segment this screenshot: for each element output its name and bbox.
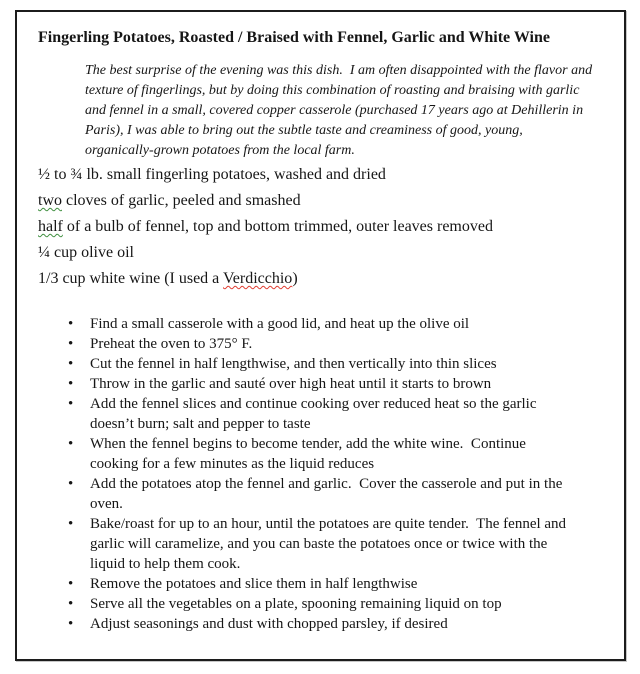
ingredient-text: ½ to ¾ lb. small fingerling potatoes, washed and dried	[38, 166, 386, 183]
bullet-icon: •	[68, 376, 74, 392]
bullet-icon: •	[68, 616, 74, 632]
ingredient-list	[38, 162, 598, 292]
step-text: Serve all the vegetables on a plate, spooning remaining liquid on top	[90, 596, 502, 612]
step-text: Bake/roast for up to an hour, until the potatoes are quite tender. The fennel and garlic will caramelize, and you can baste the potatoes once or twice with the liquid to help them cook.	[90, 516, 570, 572]
ingredient-line	[38, 240, 598, 266]
step-text: Adjust seasonings and dust with chopped parsley, if desired	[90, 616, 448, 632]
ingredient-text: cloves of garlic, peeled and smashed	[62, 192, 301, 209]
ingredient-text: 1/3 cup white wine (I used a	[38, 270, 223, 287]
step-item	[38, 314, 573, 334]
bullet-icon: •	[68, 316, 74, 332]
ingredient-text: ¼ cup olive oil	[38, 244, 134, 261]
step-item	[38, 374, 573, 394]
ingredient-text: of a bulb of fennel, top and bottom trimmed, outer leaves removed	[62, 218, 493, 235]
step-text: Cut the fennel in half lengthwise, and then vertically into thin slices	[90, 356, 497, 372]
step-list	[38, 314, 598, 634]
step-text: Preheat the oven to 375° F.	[90, 336, 253, 352]
step-item	[38, 474, 573, 514]
step-text: Add the fennel slices and continue cooking over reduced heat so the garlic doesn’t burn; salt and pepper to taste	[90, 396, 541, 432]
step-item	[38, 334, 573, 354]
marked-word-grammar: two	[38, 192, 62, 209]
step-text: Remove the potatoes and slice them in half lengthwise	[90, 576, 418, 592]
ingredient-line	[38, 162, 598, 188]
recipe-card	[15, 10, 626, 661]
ingredient-text: )	[292, 270, 298, 287]
recipe-title: Fingerling Potatoes, Roasted / Braised with Fennel, Garlic and White Wine	[38, 29, 550, 46]
bullet-icon: •	[68, 436, 74, 452]
bullet-icon: •	[68, 576, 74, 592]
step-item	[38, 574, 573, 594]
step-text: Throw in the garlic and sauté over high heat until it starts to brown	[90, 376, 492, 392]
marked-word-grammar: half	[38, 218, 63, 235]
step-item	[38, 434, 573, 474]
bullet-icon: •	[68, 596, 74, 612]
bullet-icon: •	[68, 396, 74, 412]
ingredient-line	[38, 188, 598, 214]
step-item	[38, 514, 573, 574]
step-item	[38, 394, 573, 434]
step-item	[38, 594, 573, 614]
marked-word-spelling: Verdicchio	[223, 270, 293, 287]
bullet-icon: •	[68, 516, 74, 532]
step-text: Add the potatoes atop the fennel and garlic. Cover the casserole and put in the oven.	[90, 476, 567, 512]
step-text: When the fennel begins to become tender, add the white wine. Continue cooking for a few minutes as the liquid reduces	[90, 436, 530, 472]
step-item	[38, 354, 573, 374]
bullet-icon: •	[68, 336, 74, 352]
ingredient-line	[38, 266, 598, 292]
bullet-icon: •	[68, 356, 74, 372]
ingredient-line	[38, 214, 598, 240]
bullet-icon: •	[68, 476, 74, 492]
intro-note: The best surprise of the evening was this dish. I am often disappointed with the flavor and texture of fingerlings, but by doing this combination of roasting and braising with garlic and fennel in a small, covered copper casserole (purchased 17 years ago at Dehillerin in Paris), I was able to bring out the subtle taste and creaminess of good, young, organically-grown potatoes from the local farm.	[85, 63, 596, 158]
step-item	[38, 614, 573, 634]
step-text: Find a small casserole with a good lid, and heat up the olive oil	[90, 316, 470, 332]
